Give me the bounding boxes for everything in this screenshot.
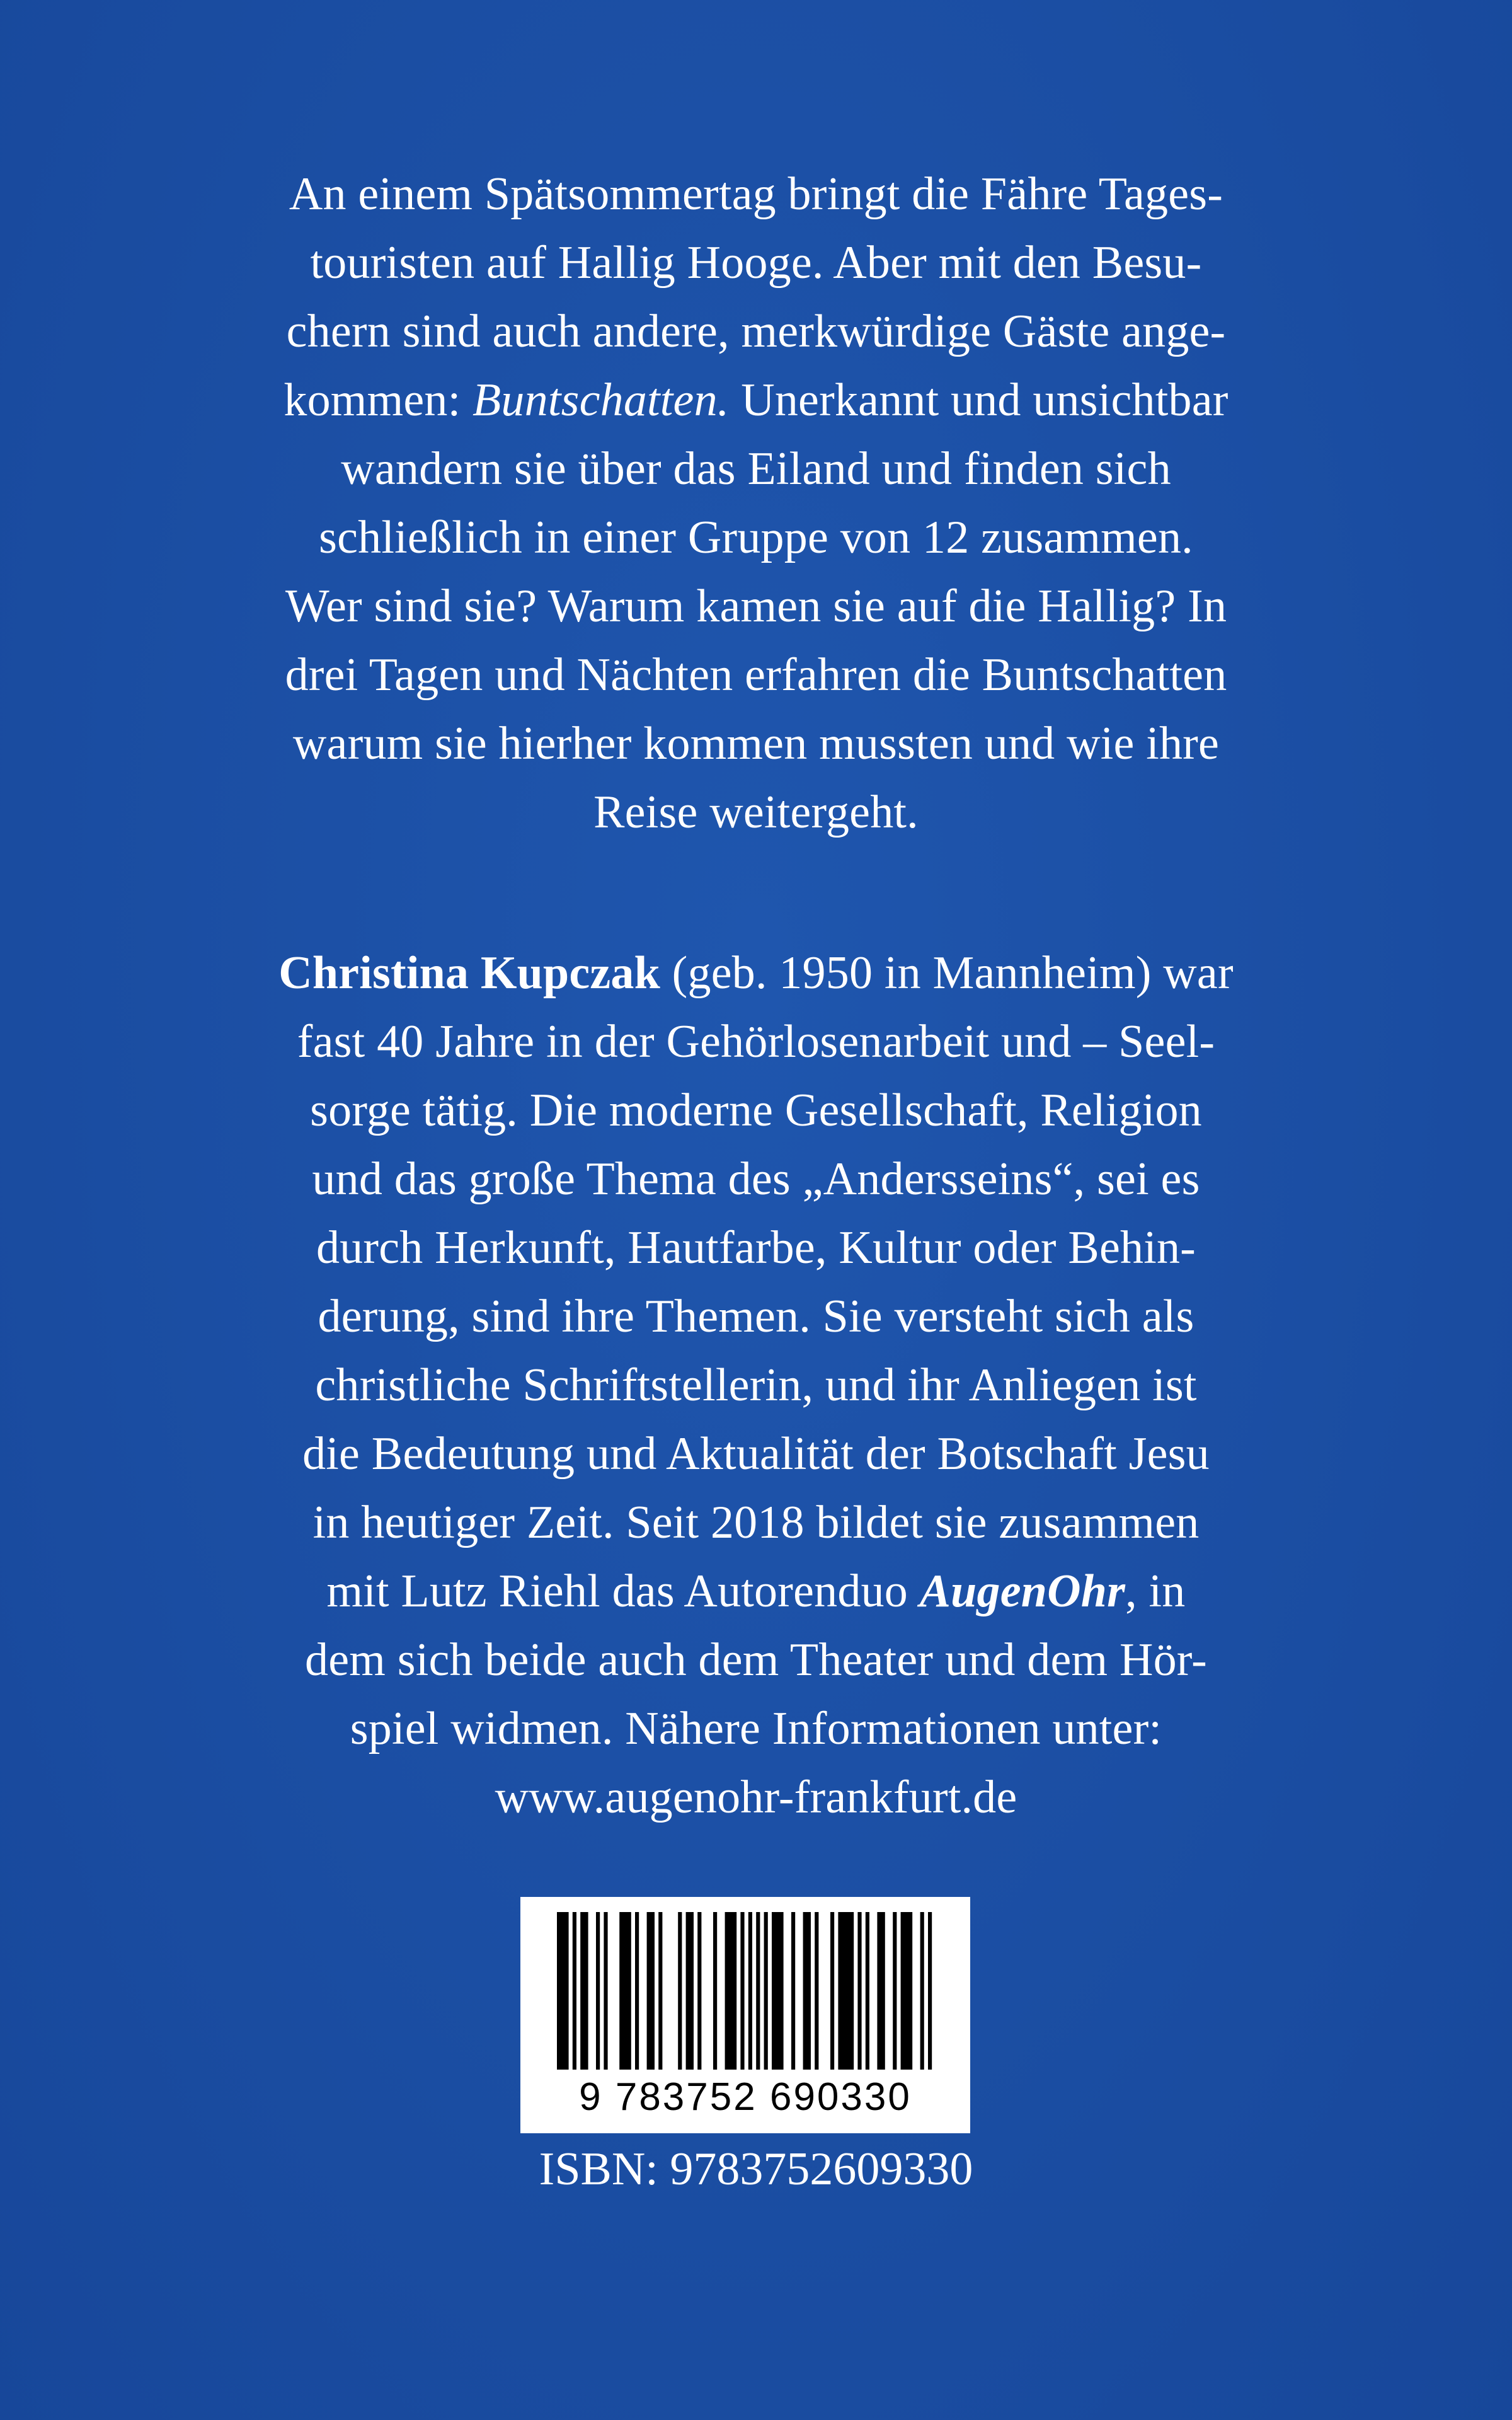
bio-line-segment: www.augenohr-frankfurt.de <box>495 1772 1017 1823</box>
blurb-line <box>170 572 1342 641</box>
barcode-bar <box>740 1912 744 2070</box>
bio-line-segment: mit Lutz Riehl das Autorenduo <box>326 1565 920 1617</box>
barcode-bar <box>857 1912 861 2070</box>
blurb-line-segment: An einem Spätsommertag bringt die Fähre Tages- <box>289 168 1223 220</box>
barcode-bar <box>893 1912 896 2070</box>
bio-line-segment: in heutiger Zeit. Seit 2018 bildet sie zusammen <box>312 1497 1200 1548</box>
barcode-bar <box>604 1912 607 2070</box>
blurb-line-segment: Reise weitergeht. <box>593 786 919 838</box>
barcode-bar <box>791 1912 795 2070</box>
barcode-bar <box>619 1912 631 2070</box>
barcode-bar <box>815 1912 818 2070</box>
bio-line <box>170 1695 1342 1763</box>
blurb-line-segment: Unerkannt und unsichtbar <box>729 374 1228 426</box>
barcode-bar <box>838 1912 854 2070</box>
barcode-bar <box>686 1912 694 2070</box>
barcode-bar <box>647 1912 655 2070</box>
barcode-bar <box>635 1912 639 2070</box>
bio-line <box>170 1214 1342 1282</box>
blurb-line-segment: chern sind auch andere, merkwürdige Gäste ange- <box>286 306 1226 357</box>
barcode-bar <box>756 1912 760 2070</box>
bio-line-segment: sorge tätig. Die moderne Gesellschaft, Religion <box>310 1085 1202 1136</box>
blurb-line-segment: wandern sie über das Eiland und finden sich <box>341 443 1171 495</box>
bio-line <box>170 1076 1342 1145</box>
barcode-bar <box>725 1912 737 2070</box>
blurb-line-segment: touristen auf Hallig Hooge. Aber mit den Besu- <box>310 237 1202 289</box>
barcode-bar <box>697 1912 701 2070</box>
barcode-bar <box>748 1912 752 2070</box>
bio-line-segment: dem sich beide auch dem Theater und dem Hör- <box>305 1634 1207 1686</box>
blurb-line <box>170 504 1342 572</box>
bio-line-segment: durch Herkunft, Hautfarbe, Kultur oder Behin- <box>316 1222 1196 1274</box>
author-bio-text <box>170 939 1342 1832</box>
barcode-bars <box>551 1912 940 2077</box>
bio-line-segment: die Bedeutung und Aktualität der Botschaft Jesu <box>302 1428 1210 1480</box>
barcode-bar <box>573 1912 576 2070</box>
blurb-line <box>170 297 1342 366</box>
blurb-text <box>170 160 1342 847</box>
bio-line-segment: (geb. 1950 in Mannheim) war <box>660 947 1234 999</box>
blurb-line-segment: kommen: <box>284 374 473 426</box>
blurb-line-segment: Wer sind sie? Warum kamen sie auf die Hallig? In <box>285 580 1227 632</box>
barcode-bar <box>658 1912 662 2070</box>
bio-line <box>170 1008 1342 1076</box>
blurb-line-segment: warum sie hierher kommen mussten und wie ihre <box>292 718 1220 769</box>
bio-line-segment: christliche Schriftstellerin, und ihr Anliegen ist <box>315 1359 1197 1411</box>
bio-line-segment: , in <box>1125 1565 1186 1617</box>
barcode-bar <box>596 1912 600 2070</box>
bio-line <box>170 1557 1342 1626</box>
barcode-bar <box>830 1912 834 2070</box>
barcode-bar <box>764 1912 768 2070</box>
blurb-line <box>170 229 1342 297</box>
blurb-line <box>170 366 1342 435</box>
bio-line-segment: fast 40 Jahre in der Gehörlosenarbeit und – Seel- <box>297 1016 1215 1068</box>
bio-line <box>170 1282 1342 1351</box>
bio-line-segment: und das große Thema des „Andersseins“, sei es <box>312 1153 1200 1205</box>
barcode-bar <box>580 1912 588 2070</box>
isbn-label: ISBN: 9783752609330 <box>539 2143 973 2195</box>
barcode-bar <box>557 1912 569 2070</box>
barcode-bar <box>877 1912 885 2070</box>
bio-line <box>170 1351 1342 1420</box>
bio-line-segment: spiel widmen. Nähere Informationen unter: <box>350 1703 1162 1754</box>
barcode-bar <box>772 1912 784 2070</box>
barcode-bar <box>713 1912 717 2070</box>
blurb-line <box>170 160 1342 229</box>
barcode-bar <box>866 1912 869 2070</box>
barcode-digits: 9 783752 690330 <box>579 2075 912 2119</box>
bio-line-segment: derung, sind ihre Themen. Sie versteht sich als <box>318 1291 1194 1342</box>
blurb-line-segment: schließlich in einer Gruppe von 12 zusammen. <box>319 512 1193 563</box>
bio-line <box>170 939 1342 1008</box>
barcode <box>520 1897 970 2133</box>
bio-line <box>170 1763 1342 1832</box>
blurb-line-emphasis: Buntschatten. <box>472 374 730 426</box>
blurb-line <box>170 641 1342 710</box>
barcode-bar <box>901 1912 913 2070</box>
blurb-line <box>170 710 1342 778</box>
bio-line <box>170 1420 1342 1489</box>
bio-line-emphasis: AugenOhr <box>919 1565 1126 1617</box>
blurb-line <box>170 435 1342 504</box>
barcode-bar <box>928 1912 932 2070</box>
bio-line-emphasis: Christina Kupczak <box>278 947 660 999</box>
blurb-line <box>170 778 1342 847</box>
bio-line <box>170 1145 1342 1214</box>
barcode-bar <box>803 1912 811 2070</box>
blurb-line-segment: drei Tagen und Nächten erfahren die Buntschatten <box>285 649 1227 701</box>
bio-line <box>170 1489 1342 1557</box>
barcode-bar <box>678 1912 682 2070</box>
bio-line <box>170 1626 1342 1695</box>
barcode-bar <box>920 1912 924 2070</box>
